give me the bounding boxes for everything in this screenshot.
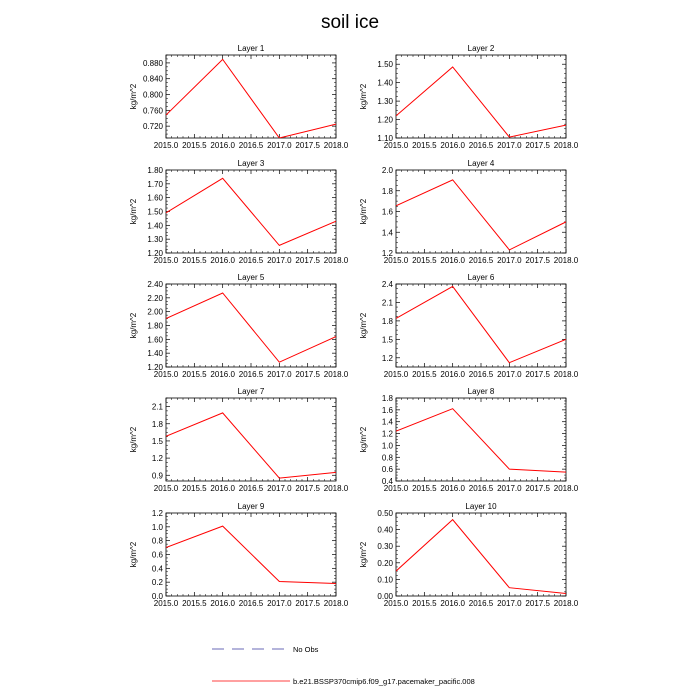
x-tick-label: 2018.0 [553,256,579,265]
y-tick-label: 1.60 [147,335,163,345]
y-tick-label: 2.4 [381,280,393,289]
y-tick-label: 0.840 [142,74,163,84]
x-tick-label: 2016.0 [440,484,465,493]
x-tick-label: 2015.5 [182,370,207,379]
x-tick-label: 2017.0 [497,370,522,379]
y-tick-label: 2.40 [147,280,163,289]
y-tick-label: 1.2 [151,509,163,518]
y-tick-label: 1.70 [147,179,163,189]
x-tick-label: 2015.0 [383,141,409,150]
panel-title: Layer 3 [237,159,265,168]
panel-title: Layer 8 [467,387,495,396]
panel-title: Layer 4 [467,159,495,168]
x-tick-label: 2015.5 [412,256,437,265]
y-axis-label: kg/m^2 [359,198,368,225]
panel-grid [129,44,579,608]
y-tick-label: 1.8 [381,394,393,403]
x-tick-label: 2017.5 [525,370,550,379]
x-tick-label: 2017.5 [295,370,320,379]
x-tick-label: 2015.5 [182,256,207,265]
x-tick-label: 2015.0 [383,484,409,493]
x-tick-label: 2015.5 [182,599,207,608]
x-tick-label: 2017.0 [267,484,292,493]
x-tick-label: 2018.0 [553,141,579,150]
x-tick-label: 2018.0 [553,370,579,379]
y-tick-label: 1.0 [151,522,163,532]
panel-title: Layer 5 [237,273,265,282]
y-axis-label: kg/m^2 [359,312,368,339]
x-tick-label: 2016.0 [210,141,235,150]
y-tick-label: 1.5 [381,335,393,345]
x-tick-label: 2015.5 [412,484,437,493]
series-line-model [166,526,336,583]
series-line-model [166,59,336,138]
x-tick-label: 2015.0 [383,599,409,608]
x-tick-label: 2016.5 [238,484,264,493]
y-tick-label: 0.800 [142,90,163,100]
y-tick-label: 0.760 [142,106,163,116]
y-tick-label: 1.2 [151,454,163,464]
x-tick-label: 2017.5 [525,141,550,150]
y-tick-label: 0.20 [377,558,393,568]
y-tick-label: 0.6 [381,465,393,475]
x-tick-label: 2015.0 [153,599,179,608]
y-tick-label: 1.20 [147,249,163,258]
y-tick-label: 2.0 [381,166,393,175]
y-tick-label: 0.8 [151,536,163,546]
plot-frame [166,55,336,138]
y-tick-label: 0.40 [377,525,393,535]
y-tick-label: 1.4 [381,228,393,238]
y-tick-label: 1.4 [381,417,393,427]
chart-panel-layer-9 [129,502,349,608]
y-tick-label: 1.20 [377,115,393,125]
y-tick-label: 2.20 [147,293,163,303]
x-tick-label: 2017.5 [295,484,320,493]
chart-panel-layer-4 [359,159,579,265]
x-tick-label: 2016.5 [238,599,264,608]
x-tick-label: 2015.5 [412,370,437,379]
y-tick-label: 0.8 [381,453,393,463]
y-tick-label: 1.10 [377,134,393,143]
y-tick-label: 1.40 [147,349,163,359]
panel-title: Layer 6 [467,273,495,282]
y-tick-label: 1.2 [381,249,393,258]
x-tick-label: 2017.0 [267,256,292,265]
y-tick-label: 1.40 [377,78,393,88]
y-tick-label: 1.60 [147,193,163,203]
y-tick-label: 0.10 [377,575,393,585]
x-tick-label: 2017.0 [497,484,522,493]
y-axis-label: kg/m^2 [359,541,368,568]
plot-frame [166,284,336,367]
x-tick-label: 2016.0 [210,256,235,265]
y-tick-label: 2.1 [151,402,163,412]
panel-title: Layer 1 [237,44,265,53]
plot-frame [396,284,566,367]
panel-title: Layer 2 [467,44,495,53]
x-tick-label: 2015.0 [153,484,179,493]
x-tick-label: 2018.0 [323,599,349,608]
x-tick-label: 2016.0 [440,141,465,150]
x-tick-label: 2015.0 [153,256,179,265]
y-tick-label: 1.6 [381,405,393,415]
x-tick-label: 2017.0 [267,141,292,150]
y-tick-label: 1.6 [381,207,393,217]
series-line-model [166,178,336,245]
y-tick-label: 1.30 [377,97,393,107]
y-tick-label: 1.80 [147,166,163,175]
y-tick-label: 1.40 [147,221,163,231]
y-tick-label: 0.50 [377,509,393,518]
plot-frame [396,170,566,253]
panel-title: Layer 10 [465,502,497,511]
y-axis-label: kg/m^2 [129,198,138,225]
series-line-model [396,180,566,250]
x-tick-label: 2017.0 [267,370,292,379]
x-tick-label: 2016.0 [210,484,235,493]
series-line-model [396,409,566,472]
x-tick-label: 2016.5 [468,599,494,608]
y-tick-label: 0.2 [151,578,163,588]
x-tick-label: 2015.0 [153,141,179,150]
x-tick-label: 2018.0 [323,141,349,150]
x-tick-label: 2017.5 [525,256,550,265]
x-tick-label: 2016.5 [238,256,264,265]
y-tick-label: 0.720 [142,122,163,132]
x-tick-label: 2015.5 [412,599,437,608]
x-tick-label: 2016.5 [468,370,494,379]
y-tick-label: 2.1 [381,298,393,308]
chart-panel-layer-1 [129,44,349,150]
y-tick-label: 1.2 [381,353,393,363]
x-tick-label: 2017.5 [295,141,320,150]
y-tick-label: 0.880 [142,58,163,68]
y-tick-label: 1.20 [147,363,163,372]
plot-frame [396,513,566,596]
x-tick-label: 2017.5 [525,599,550,608]
x-tick-label: 2015.0 [383,256,409,265]
y-tick-label: 1.8 [381,316,393,326]
x-tick-label: 2017.0 [267,599,292,608]
chart-panel-layer-5 [129,273,349,379]
series-line-model [166,293,336,362]
chart-panel-layer-3 [129,159,349,265]
x-tick-label: 2015.5 [182,141,207,150]
series-line-model [166,413,336,478]
x-tick-label: 2015.5 [182,484,207,493]
x-tick-label: 2016.0 [210,599,235,608]
x-tick-label: 2017.5 [295,256,320,265]
y-axis-label: kg/m^2 [129,541,138,568]
x-tick-label: 2016.5 [238,141,264,150]
x-tick-label: 2016.0 [440,599,465,608]
x-tick-label: 2018.0 [323,484,349,493]
y-tick-label: 1.8 [151,419,163,429]
x-tick-label: 2017.0 [497,256,522,265]
y-tick-label: 0.4 [381,477,393,486]
plot-frame [166,398,336,481]
chart-panel-layer-6 [359,273,579,379]
series-line-model [396,520,566,594]
y-axis-label: kg/m^2 [359,426,368,453]
chart-panel-layer-8 [359,387,579,493]
series-line-model [396,67,566,137]
y-tick-label: 1.8 [381,186,393,196]
x-tick-label: 2017.0 [497,599,522,608]
x-tick-label: 2018.0 [553,484,579,493]
y-tick-label: 1.50 [147,207,163,217]
y-tick-label: 0.4 [151,564,163,574]
y-tick-label: 0.30 [377,542,393,552]
x-tick-label: 2017.5 [525,484,550,493]
y-tick-label: 2.00 [147,307,163,317]
x-tick-label: 2016.5 [468,141,494,150]
y-axis-label: kg/m^2 [129,426,138,453]
y-tick-label: 0.0 [151,592,163,601]
panel-title: Layer 9 [237,502,265,511]
y-tick-label: 0.6 [151,550,163,560]
legend [212,645,475,686]
x-tick-label: 2016.0 [210,370,235,379]
chart-panel-layer-10 [359,502,579,608]
y-tick-label: 1.0 [381,441,393,451]
legend-model-label: b.e21.BSSP370cmip6.f09_g17.pacemaker_pacific.008 [293,677,475,686]
x-tick-label: 2016.0 [440,370,465,379]
x-tick-label: 2018.0 [323,370,349,379]
y-tick-label: 1.80 [147,321,163,331]
legend-no-obs-label: No Obs [293,645,319,654]
y-tick-label: 1.5 [151,436,163,446]
x-tick-label: 2015.0 [383,370,409,379]
chart-panel-layer-2 [359,44,579,150]
y-axis-label: kg/m^2 [129,312,138,339]
x-tick-label: 2018.0 [553,599,579,608]
plot-frame [396,55,566,138]
y-axis-label: kg/m^2 [359,83,368,110]
y-tick-label: 1.50 [377,60,393,70]
x-tick-label: 2016.5 [468,256,494,265]
chart-panel-layer-7 [129,387,349,493]
y-tick-label: 1.30 [147,235,163,245]
y-tick-label: 0.9 [151,471,163,481]
x-tick-label: 2018.0 [323,256,349,265]
x-tick-label: 2016.5 [468,484,494,493]
x-tick-label: 2016.0 [440,256,465,265]
x-tick-label: 2015.5 [412,141,437,150]
x-tick-label: 2015.0 [153,370,179,379]
x-tick-label: 2016.5 [238,370,264,379]
panel-title: Layer 7 [237,387,265,396]
y-tick-label: 1.2 [381,429,393,439]
x-tick-label: 2017.0 [497,141,522,150]
figure-title: soil ice [320,12,380,33]
y-axis-label: kg/m^2 [129,83,138,110]
x-tick-label: 2017.5 [295,599,320,608]
y-tick-label: 0.00 [377,592,393,601]
series-line-model [396,286,566,362]
